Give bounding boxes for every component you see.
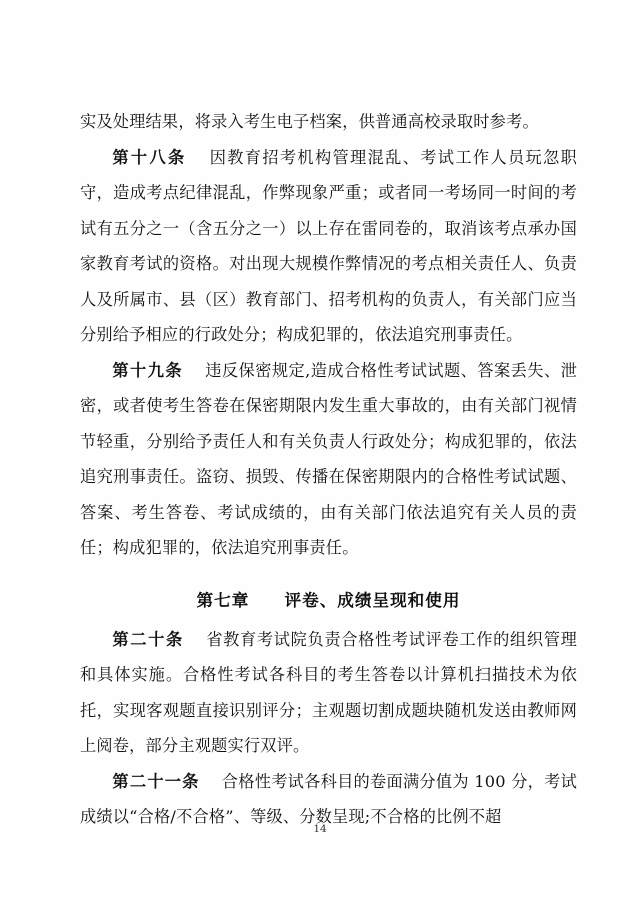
article-19-label: 第十九条 [112,360,184,380]
article-18-text: 因教育招考机构管理混乱、考试工作人员玩忽职守，造成考点纪律混乱，作弊现象严重；或者同一考场同一时间的考试有五分之一（含五分之一）以上存在雷同卷的，取消该考点承办国家教育考试的资格。对出现大规模作弊情况的考点相关责任人、负责人及所属市、县（区）教育部门、招考机构的负责人，有关部门应当分别给予相应的行政处分；构成犯罪的，依法追究刑事责任。 [80,147,577,344]
article-20 [80,622,577,764]
page-number: 14 [313,823,327,835]
article-20-label: 第二十条 [112,629,184,649]
article-19-text: 违反保密规定,造成合格性考试试题、答案丢失、泄密，或者使考生答卷在保密期限内发生重大事故的，由有关部门视情节轻重，分别给予责任人和有关负责人行政处分；构成犯罪的，依法追究刑事责任。盗窃、损毁、传播在保密期限内的合格性考试试题、答案、考生答卷、考试成绩的，由有关部门依法追究有关人员的责任；构成犯罪的，依法追究刑事责任。 [80,360,577,557]
page-content [80,104,577,835]
article-21-label: 第二十一条 [112,771,200,791]
article-20-text: 省教育考试院负责合格性考试评卷工作的组织管理和具体实施。合格性考试各科目的考生答卷以计算机扫描技术为依托，实现客观题直接识别评分；主观题切割成题块随机发送由教师网上阅卷，部分主观题实行双评。 [80,629,577,755]
article-18 [80,140,577,353]
article-19 [80,353,577,566]
article-18-label: 第十八条 [112,147,187,167]
article-21-text: 合格性考试各科目的卷面满分值为 100 分，考试成绩以“合格/不合格”、等级、分数呈现;不合格的比例不超 [80,771,577,826]
chapter-heading-7: 第七章 评卷、成绩呈现和使用 [196,589,461,610]
paragraph-continuation: 实及处理结果，将录入考生电子档案，供普通高校录取时参考。 [80,112,539,131]
